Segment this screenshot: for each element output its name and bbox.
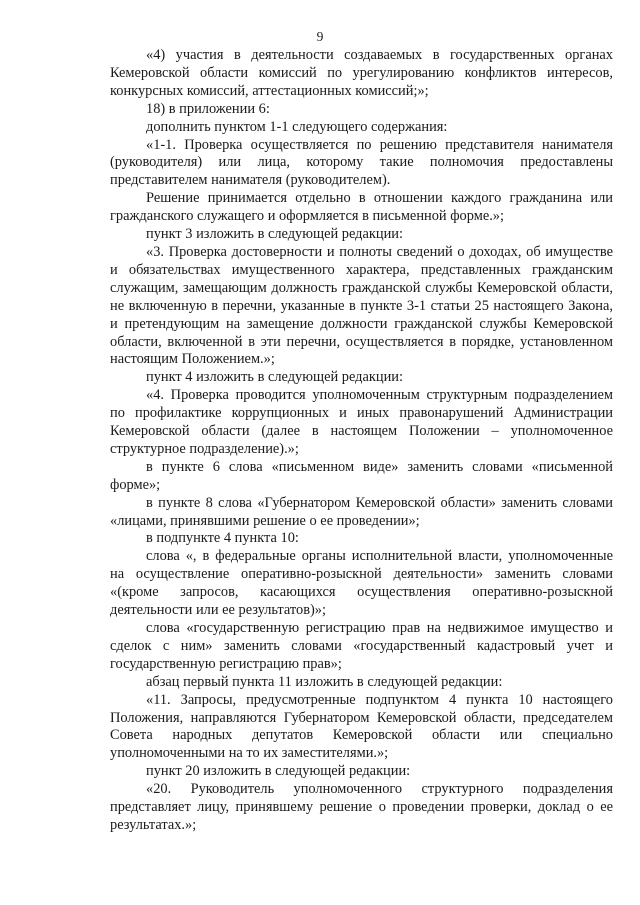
paragraph: «4) участия в деятельности создаваемых в государственных органах Кемеровской области комиссий по урегулированию конфликтов интересов, конкурсных комиссий, аттестационных комиссий;»; [110,47,613,99]
paragraph: пункт 3 изложить в следующей редакции: [146,226,403,243]
paragraph: пункт 20 изложить в следующей редакции: [146,763,411,780]
paragraph: пункт 4 изложить в следующей редакции: [146,369,403,386]
paragraph: абзац первый пункта 11 изложить в следующей редакции: [146,673,503,690]
paragraph: слова «государственную регистрацию прав на недвижимое имущество и сделок с ним» заменить словами «государственный кадастровый учет и государственную регистрацию прав»; [110,620,613,672]
paragraph: слова «, в федеральные органы исполнительной власти, уполномоченные на осуществление оперативно-розыскной деятельности» заменить словами «(кроме запросов, касающихся осуществления оперативно-розыскной деятельности или ее результатов)»; [110,548,613,619]
paragraph: Решение принимается отдельно в отношении каждого гражданина или гражданского служащего и оформляется в письменной форме.»; [110,190,613,225]
paragraph: «11. Запросы, предусмотренные подпунктом 4 пункта 10 настоящего Положения, направляются Губернатором Кемеровской области, председателем Совета народных депутатов Кемеровской области или специально уполномоченными на то их заместителями.»; [110,691,613,762]
paragraph: «4. Проверка проводится уполномоченным структурным подразделением по профилактике коррупционных и иных правонарушений Администрации Кемеровской области (далее в настоящем Положении – уполномоченное структурное подразделение).»; [110,387,613,457]
paragraph: в пункте 8 слова «Губернатором Кемеровской области» заменить словами «лицами, принявшими решение о ее проведении»; [110,494,613,529]
paragraph: «20. Руководитель уполномоченного структурного подразделения представляет лицу, принявшему решение о проведении проверки, доклад о ее результатах.»; [110,781,613,833]
paragraph: дополнить пунктом 1-1 следующего содержания: [146,118,448,135]
paragraph: «3. Проверка достоверности и полноты сведений о доходах, об имуществе и обязательствах имущественного характера, представленных гражданским служащим, замещающим должность гражданской службы Кемеровской области, не включенную в перечни, указанные в пункте 3-1 статьи 25 настоящего Закона, и претендующим на замещение должности гражданской службы Кемеровской области, включенной в эти перечни, осуществляется в порядке, установленном настоящим Положением.»; [110,243,613,368]
document-body [110,47,613,835]
paragraph: в подпункте 4 пункта 10: [146,530,299,547]
paragraph: 18) в приложении 6: [146,100,270,117]
paragraph: «1-1. Проверка осуществляется по решению представителя нанимателя (руководителя) или лица, которому такие полномочия предоставлены представителем нанимателя (руководителем). [110,136,613,189]
paragraph: в пункте 6 слова «письменном виде» заменить словами «письменной форме»; [110,458,613,493]
page-number: 9 [316,29,324,44]
